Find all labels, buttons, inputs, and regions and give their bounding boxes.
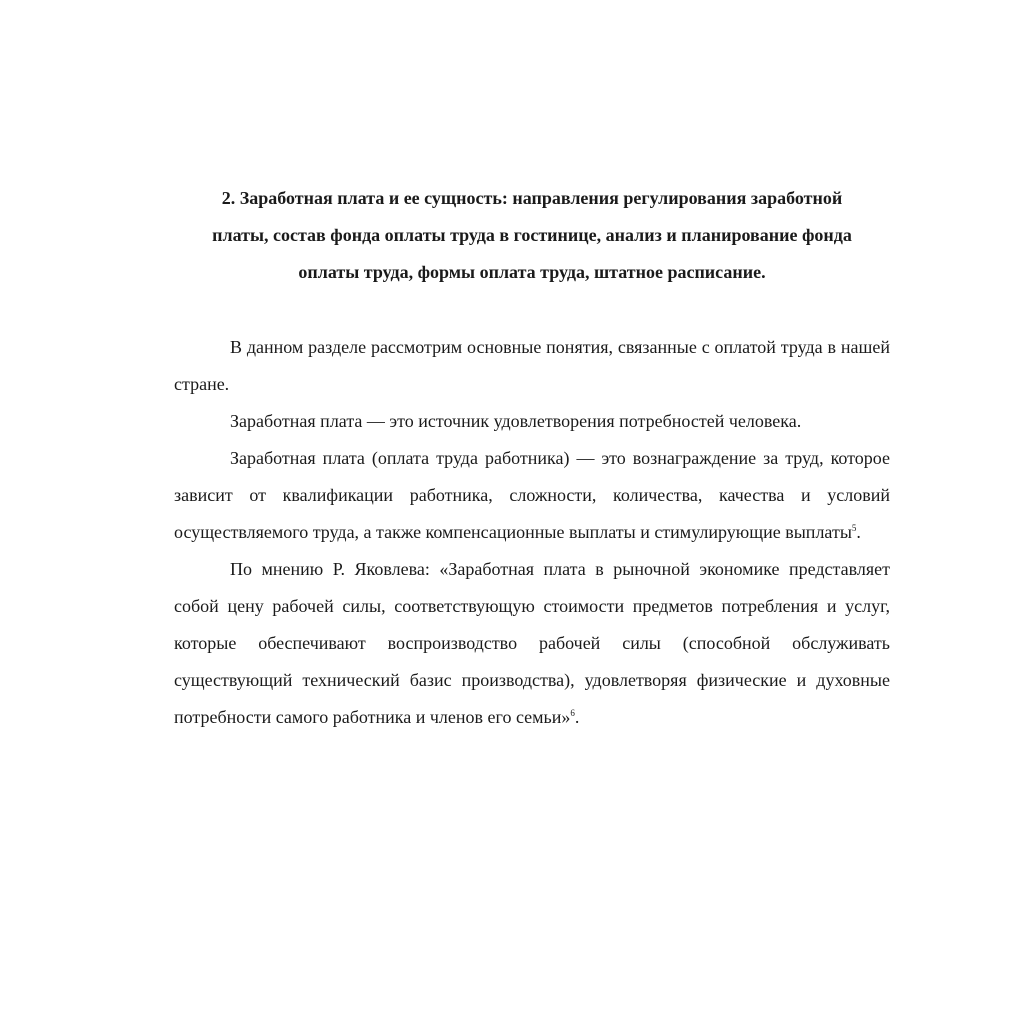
document-page <box>174 180 890 736</box>
footnote-ref-5[interactable]: 5 <box>851 523 857 533</box>
paragraph-definition-short-text: Заработная плата — это источник удовлетворения потребностей человека. <box>230 411 802 431</box>
paragraph-definition-short <box>174 403 890 440</box>
paragraph-intro-text: В данном разделе рассмотрим основные понятия, связанные с оплатой труда в нашей стране. <box>174 337 890 394</box>
footnote-ref-6[interactable]: 6 <box>570 708 575 718</box>
paragraph-quote-end: . <box>574 707 580 727</box>
paragraph-quote <box>174 551 890 736</box>
paragraph-definition-full <box>174 440 890 551</box>
paragraph-definition-full-text: Заработная плата (оплата труда работника) — это вознаграждение за труд, которое зависит от квалификации работника, сложности, количества, качества и условий осуществляемого труда, а также компенсационные выплаты и стимулирующие выплаты <box>174 448 890 542</box>
paragraph-definition-full-end: . <box>856 522 861 542</box>
paragraph-intro <box>174 329 890 403</box>
section-heading: 2. Заработная плата и ее сущность: направления регулирования заработной платы, состав фонда оплаты труда в гостинице, анализ и планирование фонда оплаты труда, формы оплата труда, штатное расписание. <box>212 188 852 282</box>
paragraph-quote-text: По мнению Р. Яковлева: «Заработная плата в рыночной экономике представляет собой цену рабочей силы, соответствующую стоимости предметов потребления и услуг, которые обеспечивают воспроизводство рабочей силы (способной обслуживать существующий технический базис производства), удовлетворяя физические и духовные потребности самого работника и членов его семьи» <box>174 559 890 727</box>
body-text <box>174 329 890 736</box>
